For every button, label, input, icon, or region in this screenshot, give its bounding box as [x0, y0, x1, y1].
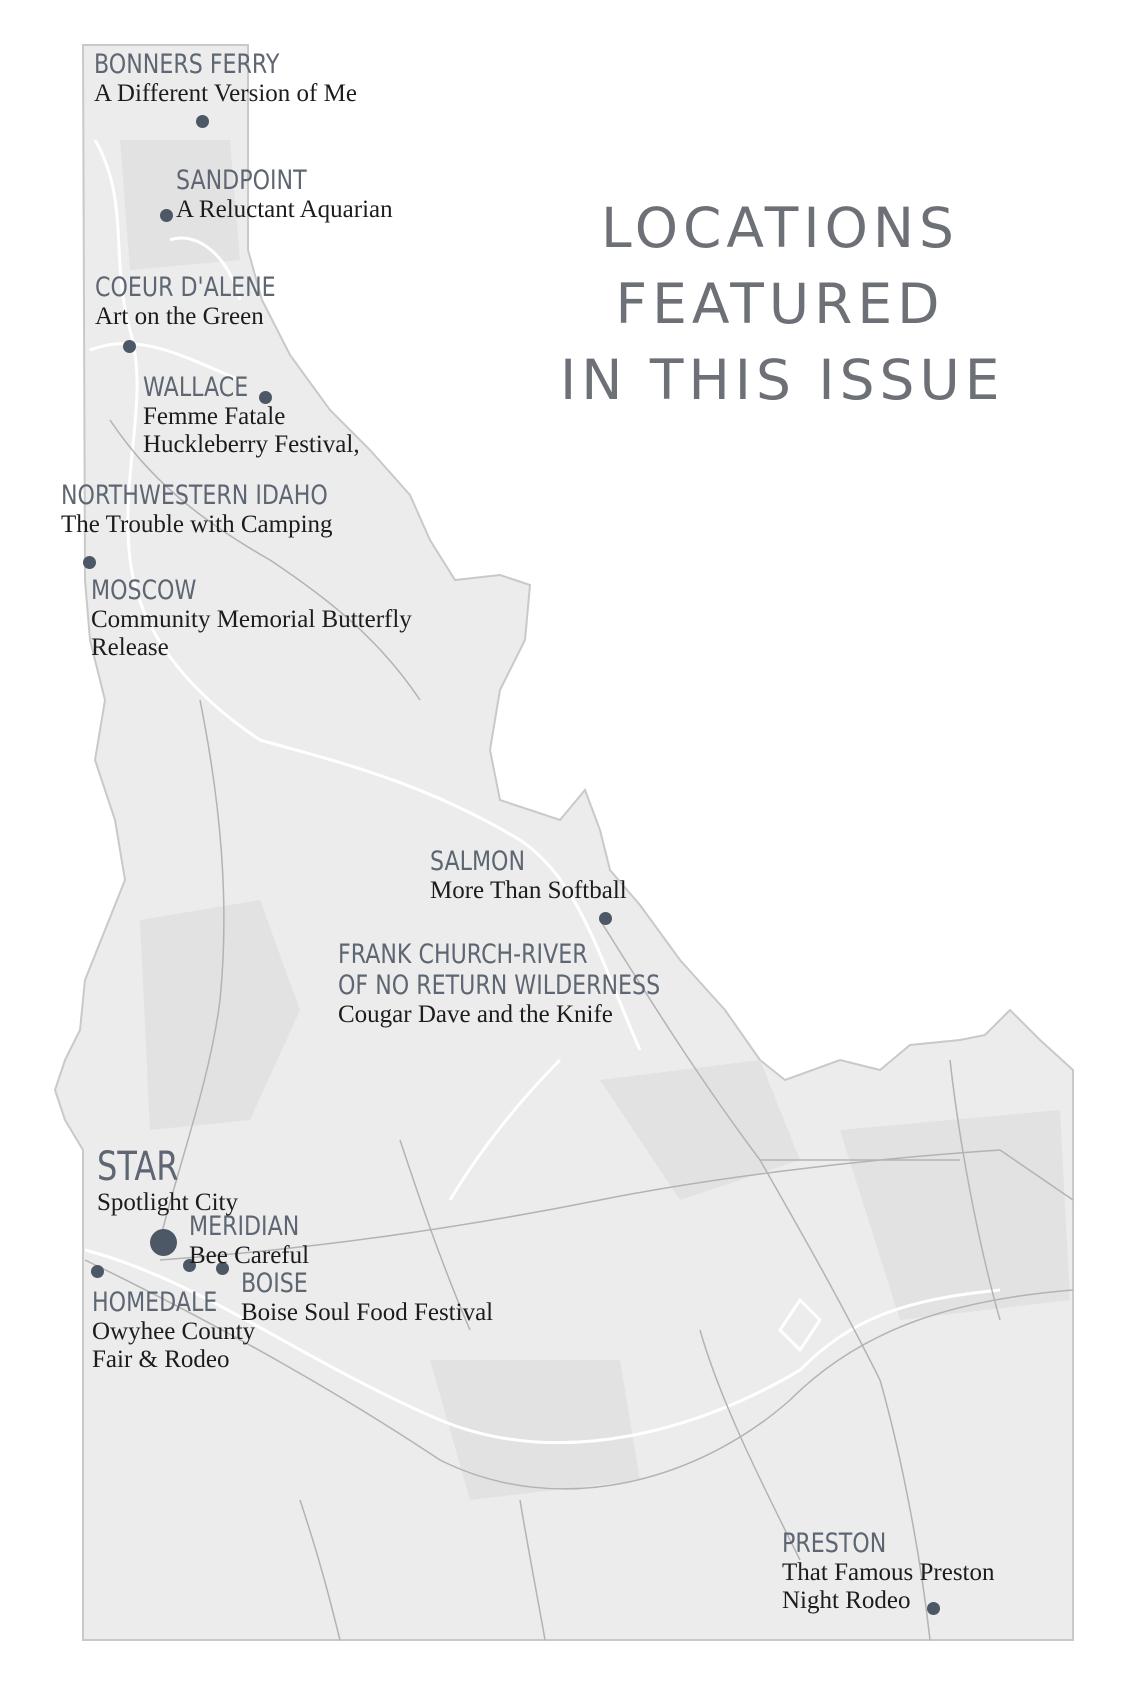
story-title: Cougar Dave and the Knife — [338, 1001, 613, 1028]
city-name: NORTHWESTERN IDAHO — [61, 480, 328, 511]
headline-line-2: FEATURED — [615, 272, 945, 336]
story-title: Release — [91, 634, 169, 661]
headline-line-3: IN THIS ISSUE — [560, 348, 1005, 412]
location-frank-church — [338, 939, 731, 1029]
story-title: The Trouble with Camping — [61, 511, 333, 538]
marker-bonners-ferry — [196, 115, 209, 128]
story-title: Femme Fatale — [143, 403, 286, 430]
location-bonners-ferry — [94, 49, 357, 108]
location-wallace — [143, 372, 360, 459]
city-name: MOSCOW — [91, 575, 197, 606]
headline-line-1: LOCATIONS — [601, 196, 959, 260]
marker-coeur-dalene — [123, 340, 136, 353]
city-name: BOISE — [241, 1268, 308, 1299]
location-star — [97, 1145, 238, 1217]
city-name: FRANK CHURCH-RIVER — [338, 939, 588, 970]
story-title: Night Rodeo — [782, 1587, 911, 1614]
marker-homedale — [91, 1265, 104, 1278]
headline — [560, 190, 1005, 418]
location-northwestern-idaho — [61, 480, 386, 539]
marker-salmon — [599, 912, 612, 925]
marker-sandpoint — [160, 209, 173, 222]
story-title: Owyhee County — [92, 1318, 256, 1345]
story-title: A Different Version of Me — [94, 80, 357, 107]
marker-northwestern-idaho — [83, 556, 96, 569]
story-title: More Than Softball — [430, 877, 627, 904]
city-name: PRESTON — [782, 1528, 887, 1559]
city-name: BONNERS FERRY — [94, 49, 280, 80]
location-boise — [241, 1268, 493, 1327]
story-title: Art on the Green — [95, 303, 264, 330]
location-moscow — [91, 575, 412, 662]
story-title: Spotlight City — [97, 1189, 239, 1216]
marker-star — [150, 1229, 177, 1256]
city-name: SALMON — [430, 846, 526, 877]
story-title: A Reluctant Aquarian — [176, 196, 393, 223]
city-name: HOMEDALE — [92, 1287, 218, 1318]
story-title: That Famous Preston — [782, 1559, 995, 1586]
story-title: Community Memorial Butterfly — [91, 606, 412, 633]
city-name: WALLACE — [143, 372, 249, 403]
location-coeur-dalene — [95, 272, 315, 331]
city-name: SANDPOINT — [176, 165, 307, 196]
location-sandpoint — [176, 165, 393, 224]
city-name: COEUR D'ALENE — [95, 272, 276, 303]
story-title: Boise Soul Food Festival — [241, 1299, 494, 1326]
story-title: Bee Careful — [189, 1242, 310, 1269]
city-name: STAR — [97, 1144, 179, 1190]
story-title: Huckleberry Festival, — [143, 431, 360, 458]
city-name-line-2: OF NO RETURN WILDERNESS — [338, 970, 661, 1001]
location-preston — [782, 1528, 995, 1615]
location-homedale — [92, 1287, 255, 1374]
location-salmon — [430, 846, 627, 905]
location-meridian — [189, 1211, 324, 1270]
story-title: Fair & Rodeo — [92, 1346, 230, 1373]
city-name: MERIDIAN — [189, 1211, 300, 1242]
